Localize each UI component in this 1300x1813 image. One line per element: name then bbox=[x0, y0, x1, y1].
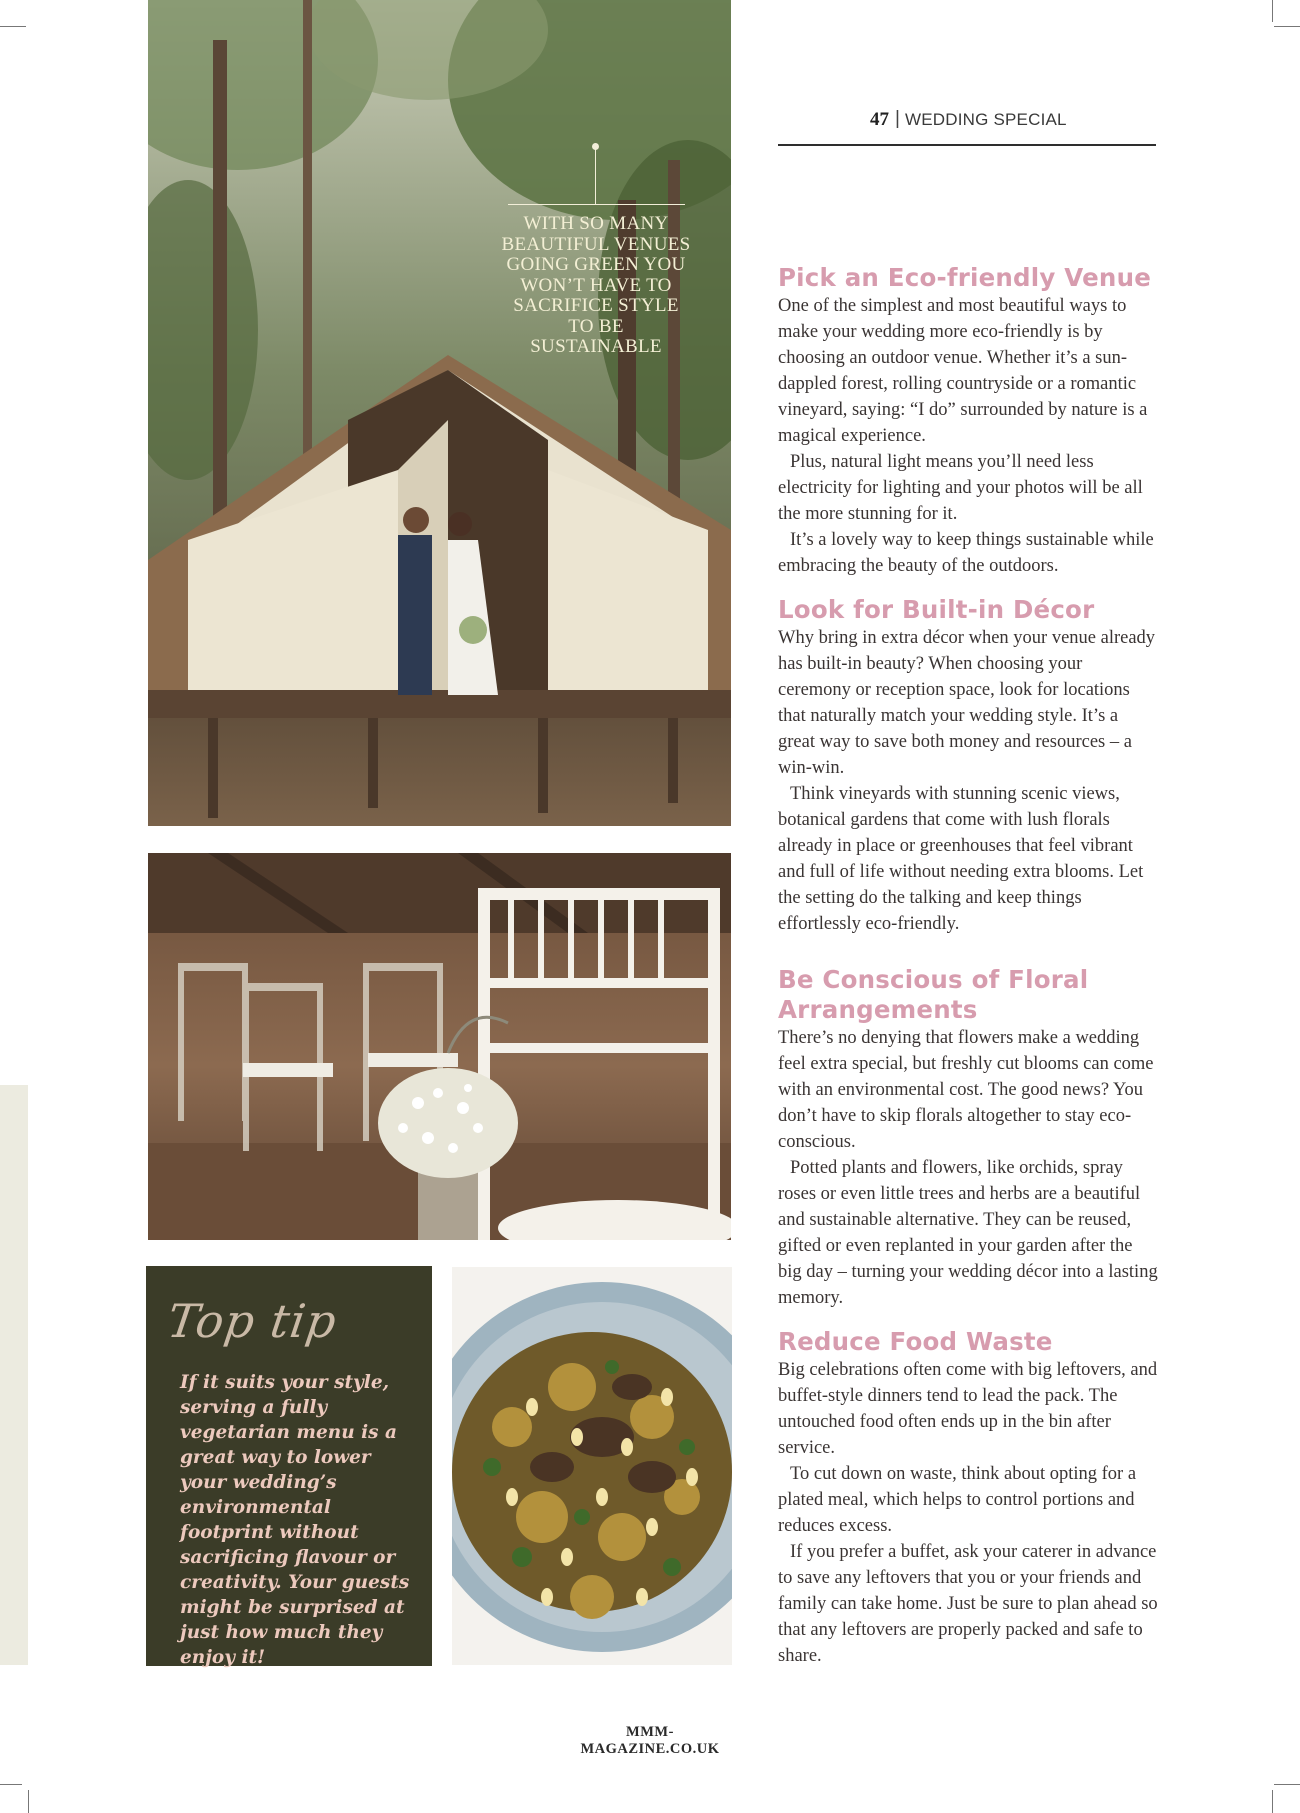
paragraph: It’s a lovely way to keep things sustainable while embracing the beauty of the outdoors. bbox=[778, 530, 1154, 576]
crop-mark bbox=[1272, 0, 1273, 22]
paragraph: There’s no denying that flowers make a wedding feel extra special, but freshly cut blooms can come with an environmental cost. The good news? You don’t have to skip florals altogether to stay eco-conscious. bbox=[778, 1028, 1154, 1152]
paragraph: If you prefer a buffet, ask your caterer in advance to save any leftovers that you or your friends and family can take home. Just be sure to plan ahead so that any leftovers are properly packed and safe to share. bbox=[778, 1542, 1158, 1666]
section-heading: Reduce Food Waste bbox=[778, 1327, 1053, 1356]
page-header bbox=[778, 104, 1156, 146]
paragraph: Potted plants and flowers, like orchids, spray roses or even little trees and herbs are a beautiful and sustainable alternative. They can be reused, gifted or even replanted in your garden after the big day – turning your wedding décor into a lasting memory. bbox=[778, 1158, 1158, 1308]
paragraph: Big celebrations often come with big leftovers, and buffet-style dinners tend to lead the pack. The untouched food often ends up in the bin after service. bbox=[778, 1360, 1158, 1458]
ceremony-chairs-photo bbox=[148, 853, 731, 1240]
pull-quote: WITH SO MANY BEAUTIFUL VENUES GOING GREEN YOU WON’T HAVE TO SACRIFICE STYLE TO BE SUSTAINABLE bbox=[501, 213, 691, 357]
paragraph: Think vineyards with stunning scenic views, botanical gardens that come with lush florals already in place or greenhouses that feel vibrant and full of life without needing extra blooms. Let the setting do the talking and keep things effortlessly eco-friendly. bbox=[778, 784, 1144, 934]
crop-mark bbox=[28, 1790, 29, 1813]
top-tip-title: Top tip bbox=[164, 1294, 341, 1348]
pull-quote-line bbox=[595, 146, 596, 204]
crop-mark bbox=[0, 1784, 22, 1785]
crop-mark bbox=[1274, 26, 1300, 27]
paragraph: Plus, natural light means you’ll need less electricity for lighting and your photos will be all the more stunning for it. bbox=[778, 452, 1143, 524]
section-title: WEDDING SPECIAL bbox=[905, 110, 1067, 129]
vegetarian-dish-photo bbox=[452, 1267, 732, 1665]
pull-quote-rule bbox=[508, 204, 685, 205]
footer-website: MMM-MAGAZINE.CO.UK bbox=[580, 1724, 720, 1757]
paragraph: Why bring in extra décor when your venue already has built-in beauty? When choosing your ceremony or reception space, look for locations that naturally match your wedding style. It’s a great way to save both money and resources – a win-win. bbox=[778, 628, 1156, 778]
crop-mark bbox=[1272, 1790, 1273, 1813]
paragraph: One of the simplest and most beautiful ways to make your wedding more eco-friendly is by choosing an outdoor venue. Whether it’s a sun-dappled forest, rolling countryside or a romantic vineyard, saying: “I do” surrounded by nature is a magical experience. bbox=[778, 296, 1148, 446]
section-heading: Pick an Eco-friendly Venue bbox=[778, 263, 1152, 292]
section-heading: Be Conscious of Floral Arrangements bbox=[778, 965, 1089, 1024]
forest-tent-photo bbox=[148, 0, 731, 826]
crop-mark bbox=[1274, 1784, 1300, 1785]
section-heading: Look for Built-in Décor bbox=[778, 595, 1095, 624]
article-body bbox=[778, 263, 1158, 1669]
top-tip-text: If it suits your style, serving a fully vegetarian menu is a great way to lower your wedding’s environmental footprint without sacrificing flavour or creativity. Your guests might be surprised at just how much they enjoy it! bbox=[180, 1372, 410, 1668]
paragraph: To cut down on waste, think about opting for a plated meal, which helps to control portions and reduces excess. bbox=[778, 1464, 1137, 1536]
crop-mark bbox=[0, 26, 26, 27]
header-separator: | bbox=[895, 108, 900, 129]
top-tip-box bbox=[146, 1266, 432, 1666]
facing-page-edge bbox=[0, 1085, 28, 1665]
page-number: 47 bbox=[870, 109, 889, 130]
